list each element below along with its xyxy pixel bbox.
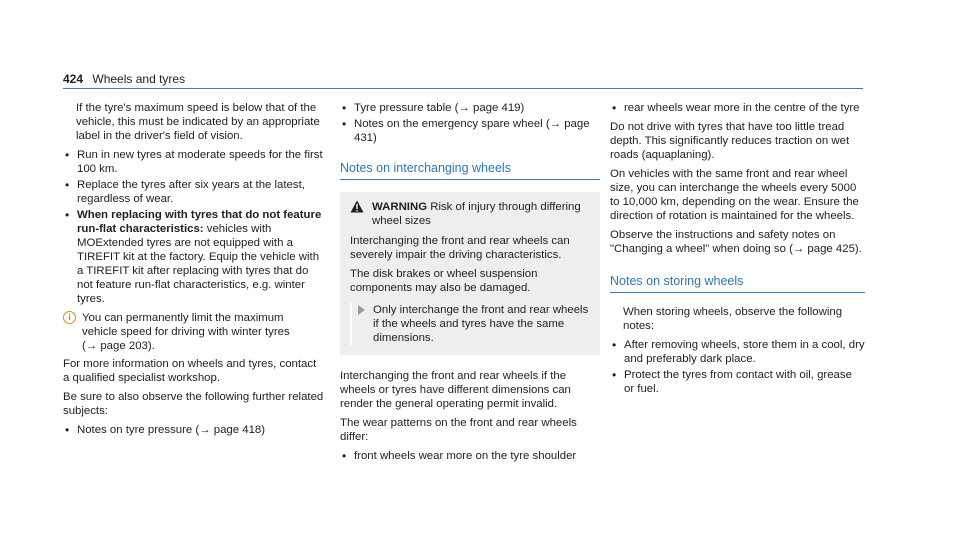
chapter-title: Wheels and tyres bbox=[92, 72, 186, 86]
section-title-interchanging: Notes on interchanging wheels bbox=[340, 161, 511, 175]
paragraph: When storing wheels, observe the following notes: bbox=[623, 306, 843, 332]
wear-list-cont bbox=[610, 101, 865, 115]
lightbulb-icon: i bbox=[63, 311, 76, 324]
storage-list bbox=[610, 338, 865, 396]
related-list-cont bbox=[340, 101, 600, 145]
tip-text-1: You can permanently limit the maximum bbox=[82, 312, 284, 324]
paragraph: On vehicles with the same front and rear wheel size, you can interchange the wheels every 5000 to 10,000 km, depending on the wear. Ensure the direction of rotation is maintained for the wheels. bbox=[610, 168, 859, 222]
intro-paragraph: If the tyre's maximum speed is below that of the vehicle, this must be indicated by an appropriate label in the driver's field of vision. bbox=[76, 102, 320, 142]
header-rule bbox=[63, 88, 863, 89]
related-link[interactable]: • Tyre pressure table (→ page 419) bbox=[340, 101, 600, 115]
page-header bbox=[63, 72, 185, 86]
page-number: 424 bbox=[63, 72, 84, 86]
runflat-heading: When replacing with tyres that do not feature run-flat characteristics: bbox=[77, 209, 322, 235]
warning-action bbox=[350, 303, 590, 345]
paragraph: Observe the instructions and safety notes on "Changing a wheel" when doing so (→ page 425). bbox=[610, 229, 862, 255]
related-link[interactable]: • Notes on the emergency spare wheel (→ page 431) bbox=[340, 117, 600, 145]
warning-box bbox=[340, 192, 600, 355]
paragraph: The wear patterns on the front and rear wheels differ: bbox=[340, 417, 577, 443]
related-list bbox=[63, 423, 325, 437]
list-item: • After removing wheels, store them in a cool, dry and preferably dark place. bbox=[610, 338, 865, 366]
warning-action-text: Only interchange the front and rear wheels if the wheels and tyres have the same dimensions. bbox=[373, 304, 589, 344]
warning-paragraph: Interchanging the front and rear wheels can severely impair the driving characteristics. bbox=[350, 235, 570, 261]
related-link[interactable]: • Notes on tyre pressure (→ page 418) bbox=[63, 423, 325, 437]
warning-header bbox=[350, 200, 590, 228]
warning-label: WARNING bbox=[372, 201, 428, 213]
list-item-runflat bbox=[63, 208, 325, 306]
more-info-paragraph: For more information on wheels and tyres, contact a qualified specialist workshop. bbox=[63, 358, 317, 384]
paragraph: Interchanging the front and rear wheels if the wheels or tyres have different dimensions can render the general operating permit invalid. bbox=[340, 370, 571, 410]
warning-triangle-icon bbox=[350, 200, 364, 213]
list-item: • rear wheels wear more in the centre of the tyre bbox=[610, 101, 865, 115]
column-2 bbox=[340, 101, 600, 468]
tip-text-2: vehicle speed for driving with winter tyres bbox=[82, 326, 290, 338]
list-item: • Replace the tyres after six years at the latest, regardless of wear. bbox=[63, 178, 325, 206]
tip-page-ref[interactable]: (→ page 203). bbox=[82, 340, 155, 352]
section-rule bbox=[340, 179, 600, 180]
run-in-list bbox=[63, 148, 325, 306]
section-title-storing: Notes on storing wheels bbox=[610, 274, 744, 288]
action-arrow-icon bbox=[358, 305, 365, 315]
warning-paragraph: The disk brakes or wheel suspension components may also be damaged. bbox=[350, 268, 538, 294]
runflat-text: vehicles with MOExtended tyres are not equipped with a TIREFIT kit at the factory. Equip the vehicle with a TIREFIT kit after replacing with tyres that do not feature run-flat characteristics, e.g. winter tyres. bbox=[77, 223, 320, 305]
wear-list bbox=[340, 449, 600, 463]
warning-title: Risk of injury through differing wheel sizes bbox=[372, 201, 581, 227]
list-item: • Protect the tyres from contact with oil, grease or fuel. bbox=[610, 368, 865, 396]
list-item: • Run in new tyres at moderate speeds for the first 100 km. bbox=[63, 148, 325, 176]
column-1 bbox=[63, 101, 325, 442]
related-subjects-intro: Be sure to also observe the following further related subjects: bbox=[63, 391, 324, 417]
tip-note bbox=[63, 311, 325, 353]
paragraph: Do not drive with tyres that have too little tread depth. This significantly reduces traction on wet roads (aquaplaning). bbox=[610, 121, 850, 161]
section-rule bbox=[610, 292, 865, 293]
list-item: • front wheels wear more on the tyre shoulder bbox=[340, 449, 600, 463]
column-3 bbox=[610, 101, 865, 401]
